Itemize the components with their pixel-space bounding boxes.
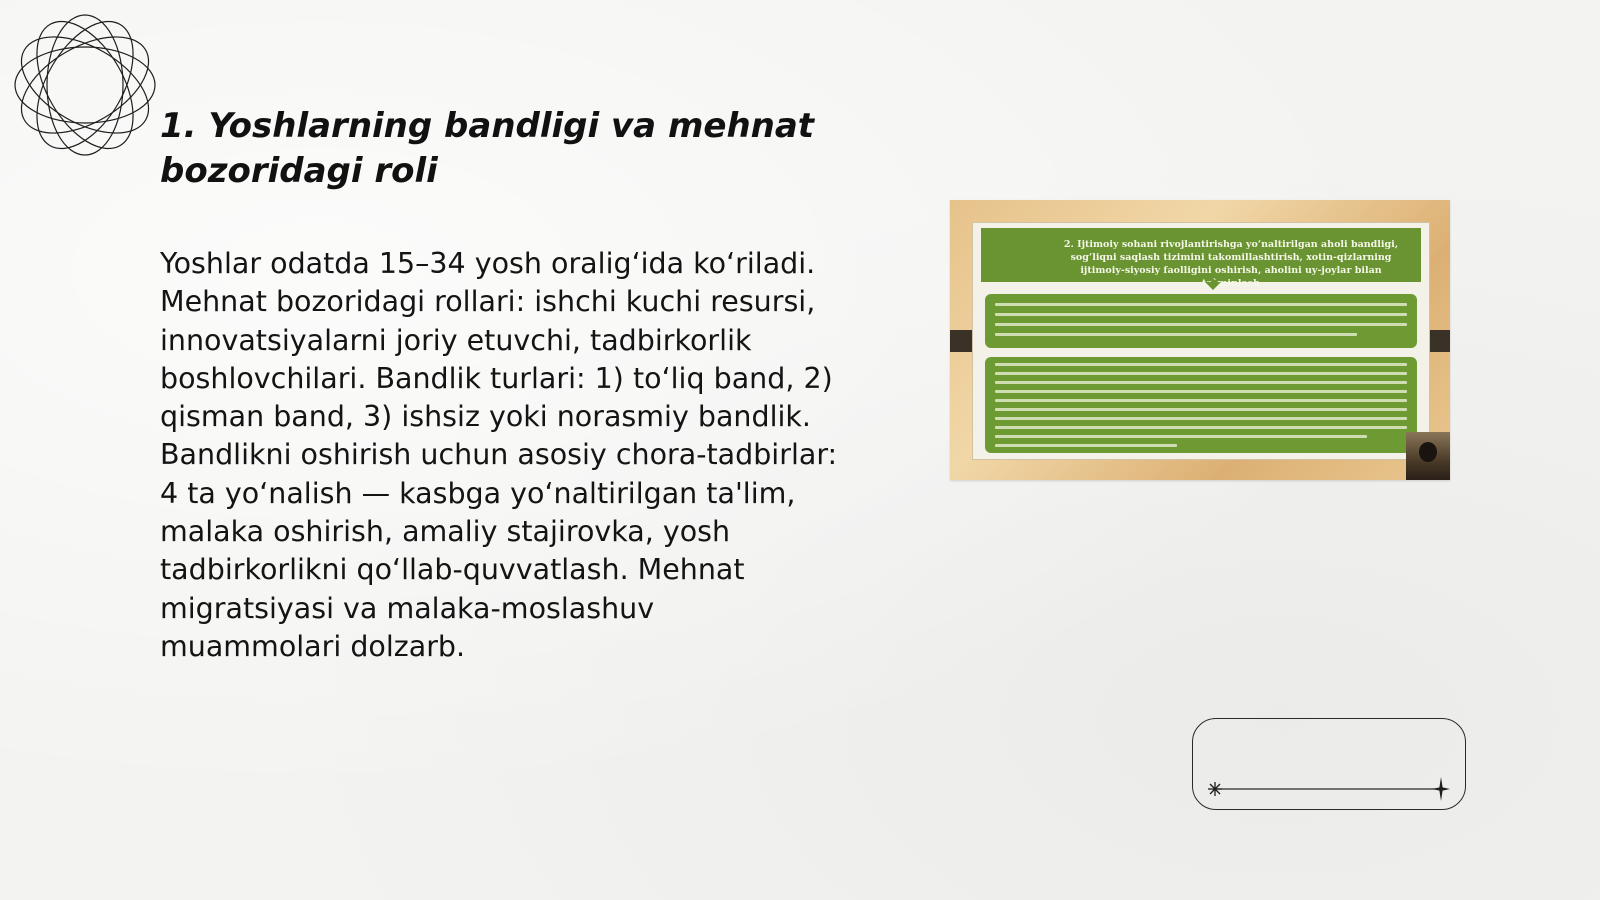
image-text-box-1 xyxy=(985,294,1417,348)
embedded-slide-image xyxy=(950,200,1450,480)
image-heading-text: 2. Ijtimoiy sohani rivojlantirishga yo‘naltirilgan aholi bandligi, sog‘liqni saqlash tizimini takomillashtirish, xotin-qizlarning ijtimoiy-siyosiy faolligini oshirish, aholini uy-joylar bilan ta`minlash xyxy=(1063,239,1399,289)
image-inner-panel xyxy=(972,222,1430,460)
sparkle-icon xyxy=(1208,782,1222,796)
decorative-rounded-frame xyxy=(1192,718,1466,810)
star-cross-icon xyxy=(1432,777,1450,801)
interlocking-circles-logo xyxy=(10,10,160,160)
presenter-thumbnail xyxy=(1406,432,1450,480)
image-text-box-2 xyxy=(985,357,1417,453)
image-heading-box xyxy=(981,228,1421,289)
frame-line-decoration xyxy=(1193,719,1465,809)
image-heading-arrow xyxy=(1205,282,1221,290)
slide-body-text: Yoshlar odatda 15–34 yosh oralig‘ida ko‘riladi. Mehnat bozoridagi rollari: ishchi kuchi resursi, innovatsiyalarni joriy etuvchi, tadbirkorlik boshlovchilari. Bandlik turlari: 1) to‘liq band, 2) qisman band, 3) ishsiz yoki norasmiy bandlik. Bandlikni oshirish uchun asosiy chora-tadbirlar: 4 ta yo‘nalish — kasbga yo‘naltirilgan ta'lim, malaka oshirish, amaliy stajirovka, yosh tadbirkorlikni qo‘llab-quvvatlash. Mehnat migratsiyasi va malaka-moslashuv muammolari dolzarb. xyxy=(160,247,838,663)
slide-title: 1. Yoshlarning bandligi va mehnat bozoridagi roli xyxy=(160,106,815,191)
